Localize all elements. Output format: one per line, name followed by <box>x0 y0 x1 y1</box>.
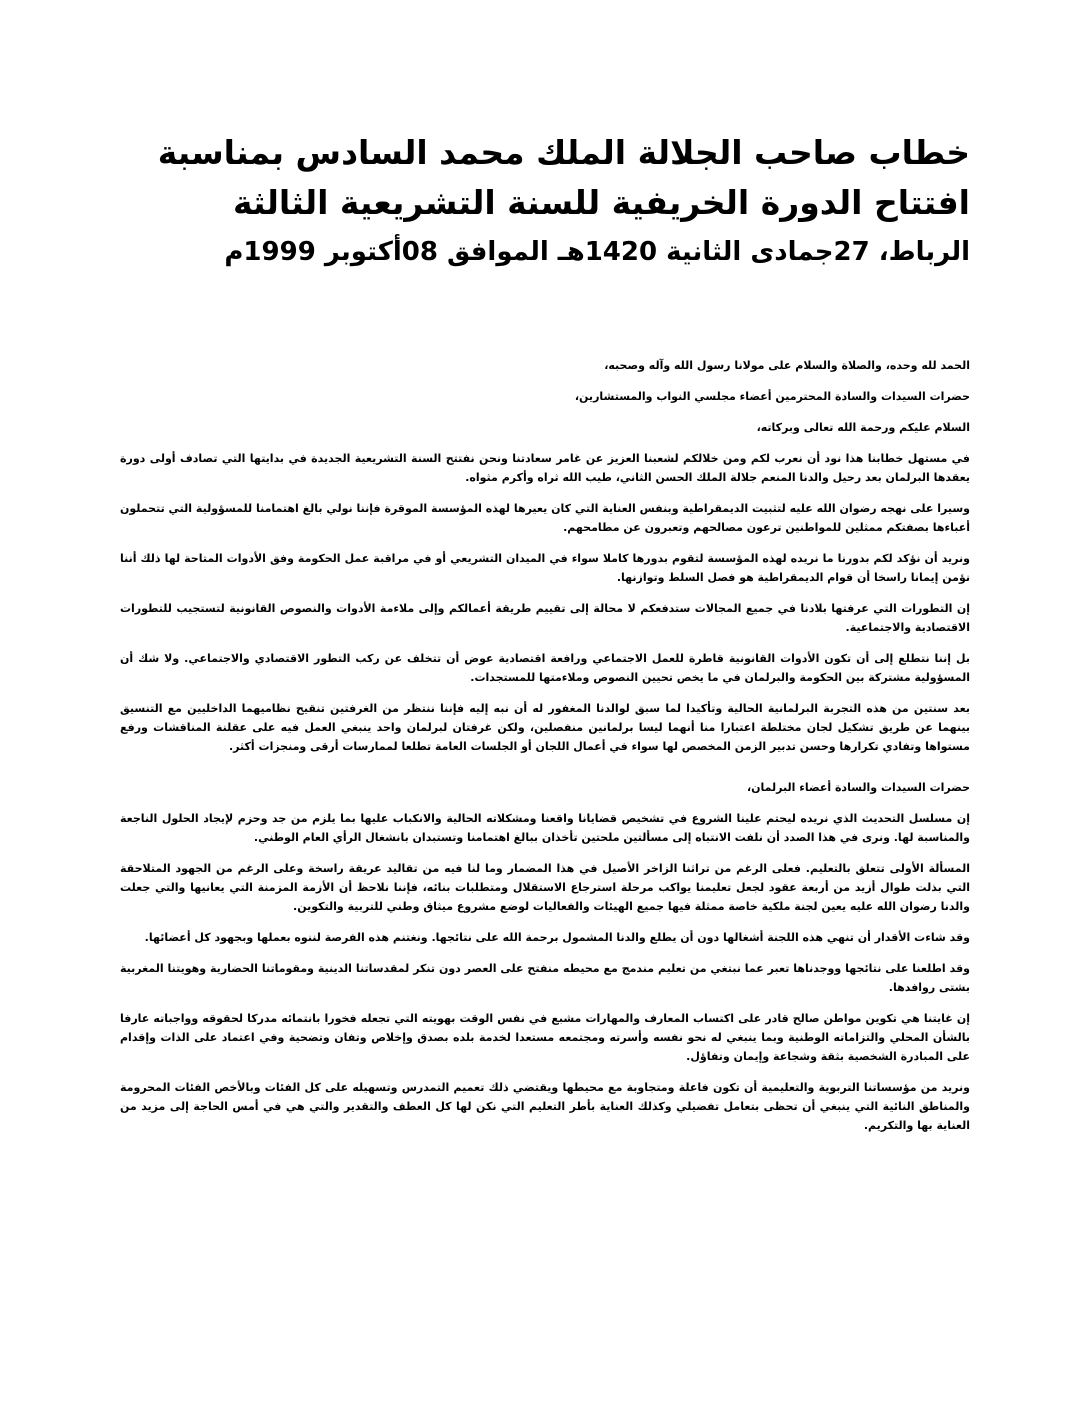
paragraph-body: إن التطورات التي عرفتها بلادنا في جميع المجالات ستدفعكم لا محالة إلى تقييم طريقة أعمالكم وإلى ملاءمة الأدوات والنصوص القانونية لتستجيب للتطورات الاقتصادية والاجتماعية. <box>120 602 970 634</box>
speech-dateline: الرباط، 27جمادى الثانية 1420هـ الموافق 08أكتوبر 1999م <box>224 237 970 267</box>
paragraph-body: في مستهل خطابنا هذا نود أن نعرب لكم ومن خلالكم لشعبنا العزيز عن غامر سعادتنا ونحن نفتتح السنة التشريعية الجديدة في بدايتها التي تصادف أولى دورة يعقدها البرلمان بعد رحيل والدنا المنعم جلالة الملك الحسن الثاني، طيب الله ثراه وأكرم مثواه. <box>120 452 970 484</box>
paragraph-body: وقد اطلعنا على نتائجها ووجدناها تعبر عما نبتغي من تعليم مندمج مع محيطه منفتح على العصر دون تنكر لمقدساتنا الدينية ومقوماتنا الحضارية وهويتنا المغربية بشتى روافدها. <box>120 962 970 994</box>
paragraph-body: وسيرا على نهجه رضوان الله عليه لتثبيت الديمقراطية وبنفس العناية التي كان يعيرها لهذه المؤسسة الموقرة فإننا نولي بالغ اهتمامنا للمسؤولية التي تتحملون أعباءها بصفتكم ممثلين للمواطنين ترعون مصالحهم وتعبرون عن مطامحهم. <box>120 502 970 534</box>
speech-title <box>120 128 970 228</box>
paragraph-salutation: حضرات السيدات والسادة أعضاء البرلمان، <box>746 781 970 794</box>
paragraph-body: إن غايتنا هي تكوين مواطن صالح قادر على اكتساب المعارف والمهارات مشبع في نفس الوقت بهويته التي تجعله فخورا بانتمائه مدركا لحقوقه وواجباته عارفا بالشأن المحلي والتزاماته الوطنية وبما ينبغي له نحو نفسه وأسرته ومجتمعه مستعدا لخدمة بلده بصدق وإخلاص وتفان وتضحية وفي اعتماد على الذات وإقدام على المبادرة الشخصية بثقة وشجاعة وإيمان وتفاؤل. <box>120 1012 970 1063</box>
speech-document <box>120 128 970 1147</box>
paragraph-salutation: حضرات السيدات والسادة المحترمين أعضاء مجلسي النواب والمستشارين، <box>574 390 970 403</box>
paragraph-greeting: السلام عليكم ورحمة الله تعالى وبركاته، <box>756 421 970 434</box>
paragraph-body: ونريد أن نؤكد لكم بدورنا ما نريده لهذه المؤسسة لتقوم بدورها كاملا سواء في الميدان التشريعي أو في مراقبة عمل الحكومة وفق الأدوات المتاحة لها ذلك أننا نؤمن إيمانا راسخا أن قوام الديمقراطية هو فصل السلط وتوازنها. <box>120 552 970 584</box>
paragraph-body: المسألة الأولى تتعلق بالتعليم. فعلى الرغم من تراثنا الزاخر الأصيل في هذا المضمار وما لنا فيه من تقاليد عريقة راسخة وعلى الرغم من الجهود المتلاحقة التي بذلت طوال أزيد من أربعة عقود لجعل تعليمنا يواكب مرحلة استرجاع الاستقلال ومتطلبات بنائه، فإننا نلاحظ أن الأزمة المزمنة التي يعانيها والتي جعلت والدنا رضوان الله عليه يعين لجنة ملكية خاصة ممثلة فيها جميع الهيئات والفعاليات لوضع مشروع ميثاق وطني للتربية والتكوين. <box>120 862 970 913</box>
paragraph-body: ونريد من مؤسساتنا التربوية والتعليمية أن تكون فاعلة ومتجاوبة مع محيطها ويقتضي ذلك تعميم التمدرس وتسهيله على كل الفئات وبالأخص الفئات المحرومة والمناطق النائية التي ينبغي أن تحظى بتعامل تفضيلي وكذلك العناية بأطر التعليم التي نكن لها كل العطف والتقدير والتي هي في أمس الحاجة إلى مزيد من العناية بها والتكريم. <box>120 1081 970 1132</box>
paragraph-opening-praise: الحمد لله وحده، والصلاة والسلام على مولانا رسول الله وآله وصحبه، <box>604 359 970 372</box>
title-line-1: خطاب صاحب الجلالة الملك محمد السادس بمناسبة <box>157 133 970 172</box>
paragraph-body: إن مسلسل التحديث الذي نريده ليحتم علينا الشروع في تشخيص قضايانا واقعنا ومشكلاته الحالية والانكباب عليها بما يلزم من جد وحزم لإيجاد الحلول الناجعة والمناسبة لها. ونرى في هذا الصدد أن نلفت الانتباه إلى مسألتين ملحتين تأخذان ببالغ اهتمامنا وتستبدان بانشغال الرأي العام الوطني. <box>120 812 970 844</box>
speech-body <box>120 356 970 1135</box>
title-line-2: افتتاح الدورة الخريفية للسنة التشريعية الثالثة <box>232 183 970 222</box>
paragraph-body: وقد شاءت الأقدار أن تنهي هذه اللجنة أشغالها دون أن يطلع والدنا المشمول برحمة الله على نتائجها. ونغتنم هذه الفرصة لننوه بعملها وبجهود كل أعضائها. <box>144 931 970 944</box>
paragraph-body: بعد سنتين من هذه التجربة البرلمانية الحالية وتأكيدا لما سبق لوالدنا المغفور له أن نبه إليه فإننا ننتظر من الغرفتين تنقيح نظاميهما الداخليين مع التنسيق بينهما عن طريق تشكيل لجان مختلطة اعتبارا منا أنهما ليسا برلمانين منفصلين، ولكن غرفتان لبرلمان واحد ينبغي العمل فيه على عقلنة المناقشات ورفع مستواها وتفادي تكرارها وحسن تدبير الزمن المخصص لها سواء في أعمال اللجان أو الجلسات العامة تطلعا لممارسات أرقى ومنجزات أكثر. <box>120 702 970 753</box>
paragraph-body: بل إننا نتطلع إلى أن تكون الأدوات القانونية قاطرة للعمل الاجتماعي ورافعة اقتصادية عوض أن تتخلف عن ركب التطور الاقتصادي والاجتماعي. ولا شك أن المسؤولية مشتركة بين الحكومة والبرلمان في ما يخص تحيين النصوص وملاءمتها للمستجدات. <box>120 652 970 684</box>
